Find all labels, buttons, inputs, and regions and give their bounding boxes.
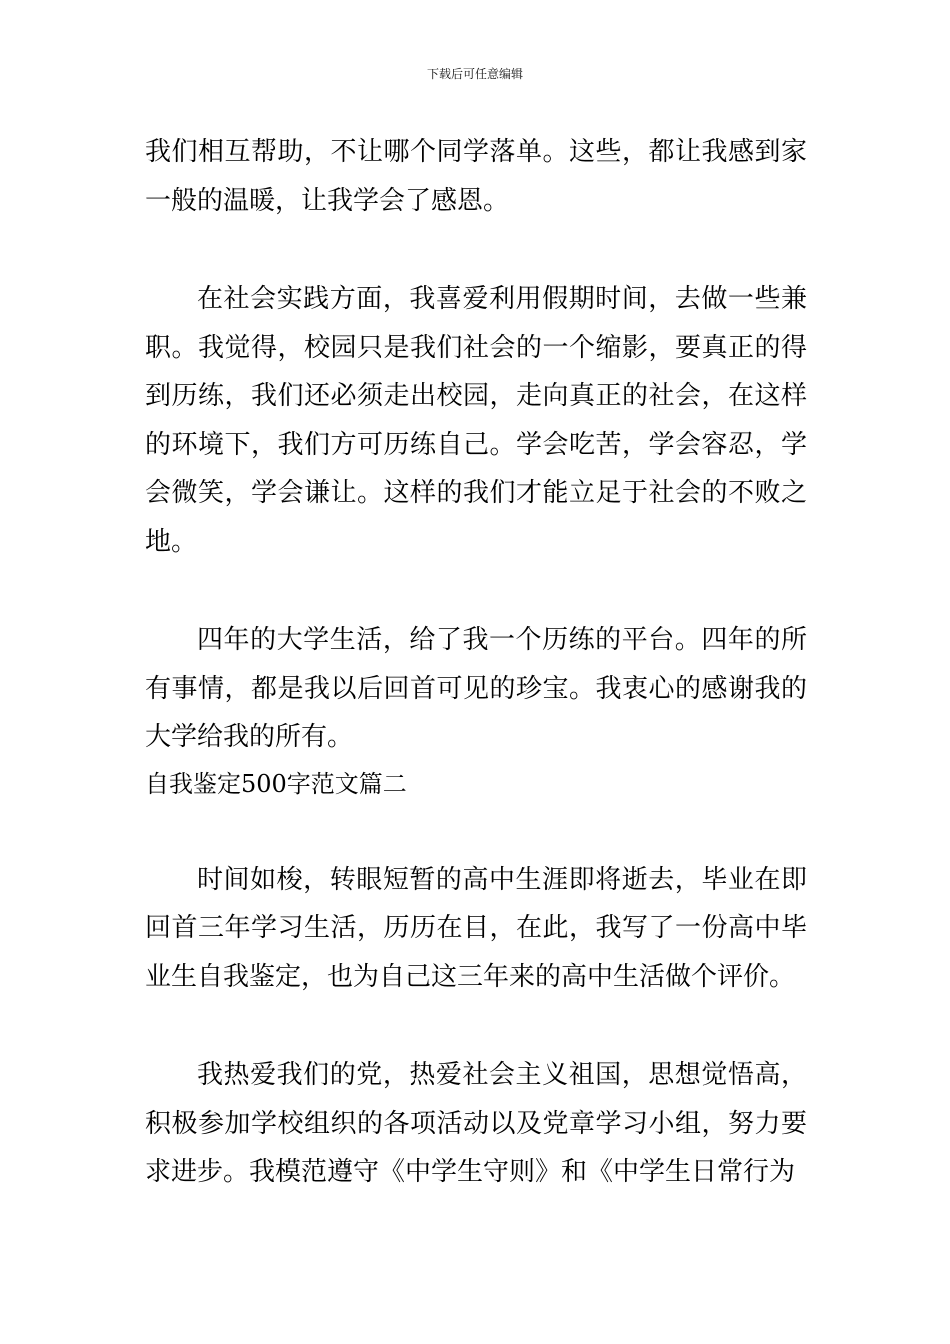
- section-heading: 自我鉴定500字范文篇二: [145, 769, 407, 798]
- header-note: 下载后可任意编辑: [426, 67, 523, 81]
- paragraph-4: 时间如梭，转眼短暂的高中生涯即将逝去，毕业在即回首三年学习生活，历历在目，在此，我写了一份高中毕业生自我鉴定，也为自己这三年来的高中生活做个评价。: [145, 864, 807, 992]
- paragraph-3: 四年的大学生活，给了我一个历练的平台。四年的所有事情，都是我以后回首可见的珍宝。我衷心的感谢我的大学给我的所有。: [145, 625, 807, 752]
- paragraph-gap: [145, 566, 807, 616]
- document-body: [145, 128, 807, 1197]
- paragraph-gap: [145, 225, 807, 275]
- paragraph-gap: [145, 1001, 807, 1051]
- paragraph-2: 在社会实践方面，我喜爱利用假期时间，去做一些兼职。我觉得，校园只是我们社会的一个缩影，要真正的得到历练，我们还必须走出校园，走向真正的社会，在这样的环境下，我们方可历练自己。学会吃苦，学会容忍，学会微笑，学会谦让。这样的我们才能立足于社会的不败之地。: [145, 284, 807, 557]
- paragraph-1: 我们相互帮助，不让哪个同学落单。这些，都让我感到家一般的温暖，让我学会了感恩。: [145, 137, 807, 216]
- paragraph-gap: [145, 806, 807, 856]
- paragraph-5: 我热爱我们的党，热爱社会主义祖国，思想觉悟高，积极参加学校组织的各项活动以及党章学习小组，努力要求进步。我模范遵守《中学生守则》和《中学生日常行为: [145, 1060, 807, 1187]
